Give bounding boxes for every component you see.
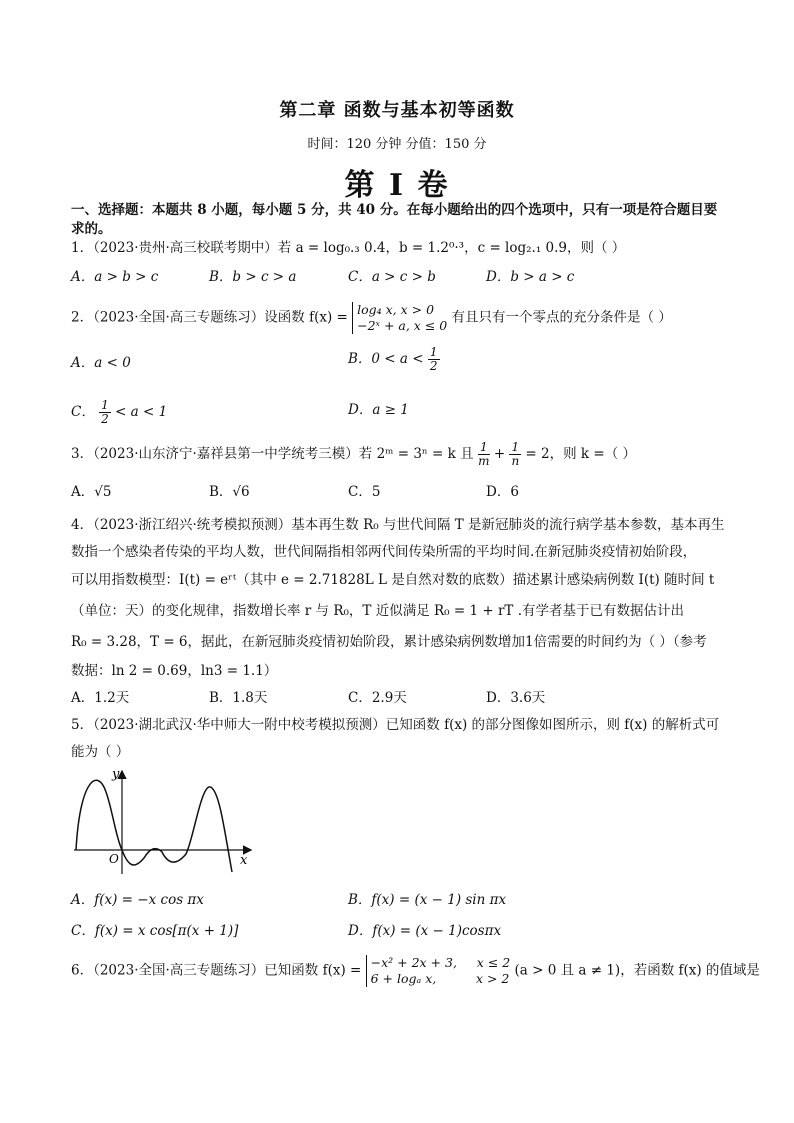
q2-option-c-prefix: C． xyxy=(71,404,95,420)
q6-case-2: 6 + logₐ x, x > 2 xyxy=(370,971,510,986)
q3-option-d: D．6 xyxy=(486,484,519,500)
fraction-numerator: 1 xyxy=(101,398,109,412)
question-6-text xyxy=(71,955,760,987)
curve xyxy=(76,780,232,872)
q1-option-b: B．b > c > a xyxy=(209,269,297,285)
q3-fraction-2 xyxy=(509,441,521,468)
q5-option-c: C．f(x) = x cos[π(x + 1)] xyxy=(71,923,239,939)
question-4-line4: （单位：天）的变化规律，指数增长率 r 与 R₀，T 近似满足 R₀ = 1 + rT .有学者基于已有数据估计出 xyxy=(71,603,684,619)
question-4-line1: 4．（2023·浙江绍兴·统考模拟预测）基本再生数 R₀ 与世代间隔 T 是新冠肺炎的流行病学基本参数，基本再生 xyxy=(71,517,725,533)
q2-option-d: D．a ≥ 1 xyxy=(348,402,409,418)
question-2-text xyxy=(71,302,672,334)
q4-option-a: A．1.2天 xyxy=(71,690,130,706)
q2-case-1: log₄ x, x > 0 xyxy=(357,302,435,317)
chapter-title: 第二章 函数与基本初等函数 xyxy=(279,100,515,121)
q2-option-c-suffix: < a < 1 xyxy=(115,404,168,420)
fraction-numerator: 1 xyxy=(429,345,438,359)
fraction-denominator: 2 xyxy=(101,412,109,426)
fraction-numerator: 1 xyxy=(479,440,488,454)
q3-plus: + xyxy=(493,446,506,462)
q2-option-b-fraction xyxy=(428,346,440,373)
question-4-line5: R₀ = 3.28，T = 6，据此，在新冠肺炎疫情初始阶段，累计感染病例数增加1倍需要的时间约为（ ）（参考 xyxy=(71,634,707,650)
q2-option-a: A．a < 0 xyxy=(71,355,131,371)
y-label: y xyxy=(112,768,120,782)
q5-option-b: B．f(x) = (x − 1) sin πx xyxy=(348,892,507,908)
q2-option-b xyxy=(348,346,440,373)
q5-option-d: D．f(x) = (x − 1)cosπx xyxy=(348,923,502,939)
q2-case-2: −2ˣ + a, x ≤ 0 xyxy=(357,318,448,333)
q6-case-1: −x² + 2x + 3, x ≤ 2 xyxy=(370,955,511,970)
q2-prefix: 2．（2023·全国·高三专题练习）设函数 f(x) = xyxy=(71,309,348,326)
q3-option-a: A．√5 xyxy=(71,484,112,500)
q5-option-a: A．f(x) = −x cos πx xyxy=(71,892,204,908)
question-5-line1: 5．（2023·湖北武汉·华中师大一附中校考模拟预测）已知函数 f(x) 的部分图像如图所示，则 f(x) 的解析式可 xyxy=(71,717,720,733)
fraction-denominator: n xyxy=(511,454,520,468)
q2-option-b-text: B．0 < a < xyxy=(348,351,424,367)
origin-label: O xyxy=(109,852,119,866)
question-4-line6: 数据：ln 2 = 0.69，ln3 = 1.1） xyxy=(71,663,278,679)
function-graph xyxy=(72,768,262,878)
fraction-denominator: 2 xyxy=(429,359,438,373)
q1-option-d: D．b > a > c xyxy=(486,269,575,285)
q3-prefix: 3．（2023·山东济宁·嘉祥县第一中学统考三模）若 2ᵐ = 3ⁿ = k 且 xyxy=(71,446,474,462)
q4-option-d: D．3.6天 xyxy=(486,690,546,706)
q6-prefix: 6．（2023·全国·高三专题练习）已知函数 f(x) = xyxy=(71,962,362,979)
volume-heading: 第 I 卷 xyxy=(344,168,450,203)
fraction-denominator: m xyxy=(478,454,490,468)
q2-option-c-fraction xyxy=(99,399,111,426)
x-label: x xyxy=(240,853,248,868)
q2-piecewise xyxy=(352,302,447,334)
question-1-text: 1．（2023·贵州·高三校联考期中）若 a = log₀.₃ 0.4，b = 1.2⁰·³，c = log₂.₁ 0.9，则（ ） xyxy=(71,240,626,256)
q1-option-c: C．a > c > b xyxy=(348,269,436,285)
question-3-text xyxy=(71,441,636,468)
q6-suffix: (a > 0 且 a ≠ 1)，若函数 f(x) 的值域是 xyxy=(514,962,760,979)
q2-suffix: 有且只有一个零点的充分条件是（ ） xyxy=(451,309,672,326)
exam-meta: 时间：120 分钟 分值：150 分 xyxy=(307,137,487,152)
q3-suffix: = 2，则 k =（ ） xyxy=(525,446,636,462)
q1-option-a: A．a > b > c xyxy=(71,269,159,285)
fraction-numerator: 1 xyxy=(511,440,520,454)
section-instruction-line2: 求的。 xyxy=(71,221,112,237)
q3-option-c: C．5 xyxy=(348,484,381,500)
q3-fraction-1 xyxy=(478,441,490,468)
q6-piecewise xyxy=(366,955,511,987)
question-4-line3: 可以用指数模型：I(t) = eʳᵗ（其中 e = 2.71828L L 是自然对数的底数）描述累计感染病例数 I(t) 随时间 t xyxy=(71,572,715,588)
question-5-line2: 能为（ ） xyxy=(71,744,130,760)
question-4-line2: 数指一个感染者传染的平均人数，世代间隔指相邻两代间传染所需的平均时间.在新冠肺炎疫情初始阶段， xyxy=(71,544,697,560)
q2-option-c xyxy=(71,399,167,426)
q3-option-b: B．√6 xyxy=(209,484,250,500)
q4-option-b: B．1.8天 xyxy=(209,690,268,706)
section-instruction-line1: 一、选择题：本题共 8 小题，每小题 5 分，共 40 分。在每小题给出的四个选项中，只有一项是符合题目要 xyxy=(71,202,718,218)
q4-option-c: C．2.9天 xyxy=(348,690,407,706)
